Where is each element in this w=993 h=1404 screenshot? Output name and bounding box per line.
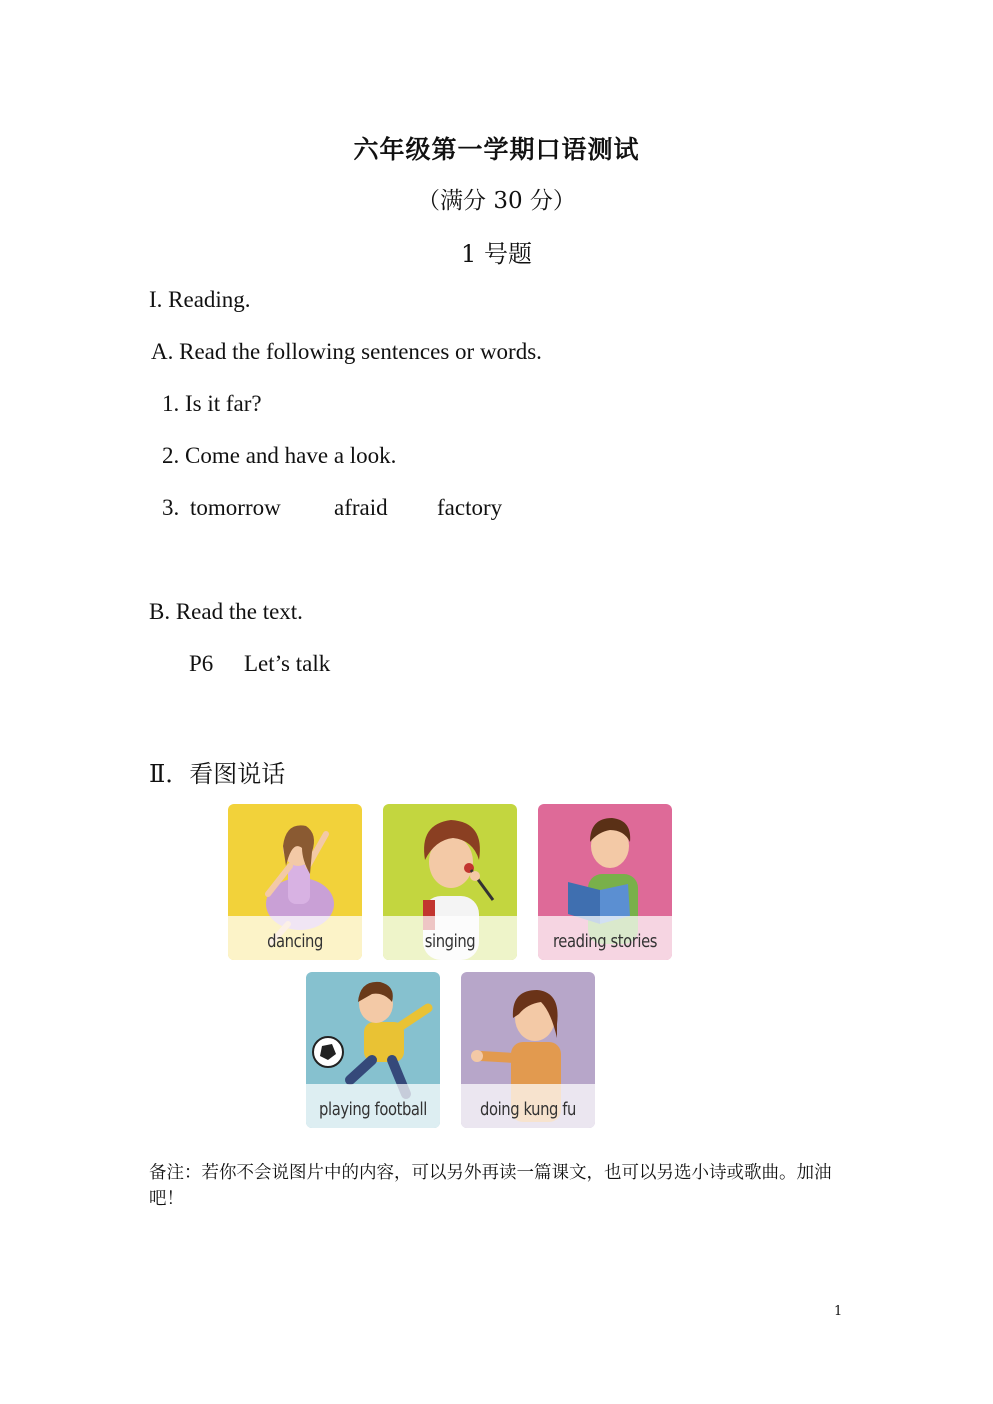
word-tomorrow: tomorrow bbox=[190, 495, 281, 520]
list-item-words bbox=[162, 495, 503, 521]
picture-caption: singing bbox=[424, 931, 476, 952]
section-reading-heading: I. Reading. bbox=[149, 287, 251, 312]
list-item: 2. Come and have a look. bbox=[162, 443, 397, 468]
note-text: 备注：若你不会说图片中的内容，可以另外再读一篇课文，也可以另选小诗或歌曲。加油吧！ bbox=[149, 1163, 832, 1209]
text-reference bbox=[189, 651, 331, 677]
lesson-title: Let’s talk bbox=[244, 651, 331, 676]
picture-reading-stories bbox=[538, 804, 672, 960]
item-number: 3. bbox=[162, 495, 180, 520]
picture-doing-kung-fu bbox=[461, 972, 595, 1128]
question-number: 1 号题 bbox=[461, 240, 532, 268]
score-note: （满分 30 分） bbox=[417, 188, 576, 214]
page-title: 六年级第一学期口语测试 bbox=[353, 135, 640, 164]
picture-singing bbox=[383, 804, 517, 960]
picture-playing-football bbox=[306, 972, 440, 1128]
part-b-heading: B. Read the text. bbox=[149, 599, 303, 624]
picture-dancing bbox=[228, 804, 362, 960]
section-picture-talk-heading: Ⅱ．看图说话 bbox=[149, 760, 286, 788]
picture-caption: dancing bbox=[267, 931, 323, 952]
list-item: 1. Is it far? bbox=[162, 391, 262, 416]
word-factory: factory bbox=[437, 495, 503, 520]
page-number: 1 bbox=[834, 1304, 843, 1319]
picture-caption: reading stories bbox=[552, 931, 658, 952]
word-afraid: afraid bbox=[334, 495, 388, 520]
picture-caption: playing football bbox=[319, 1099, 427, 1120]
page-reference: P6 bbox=[189, 651, 214, 676]
part-a-heading: A. Read the following sentences or words. bbox=[151, 339, 542, 364]
picture-caption: doing kung fu bbox=[479, 1099, 576, 1120]
